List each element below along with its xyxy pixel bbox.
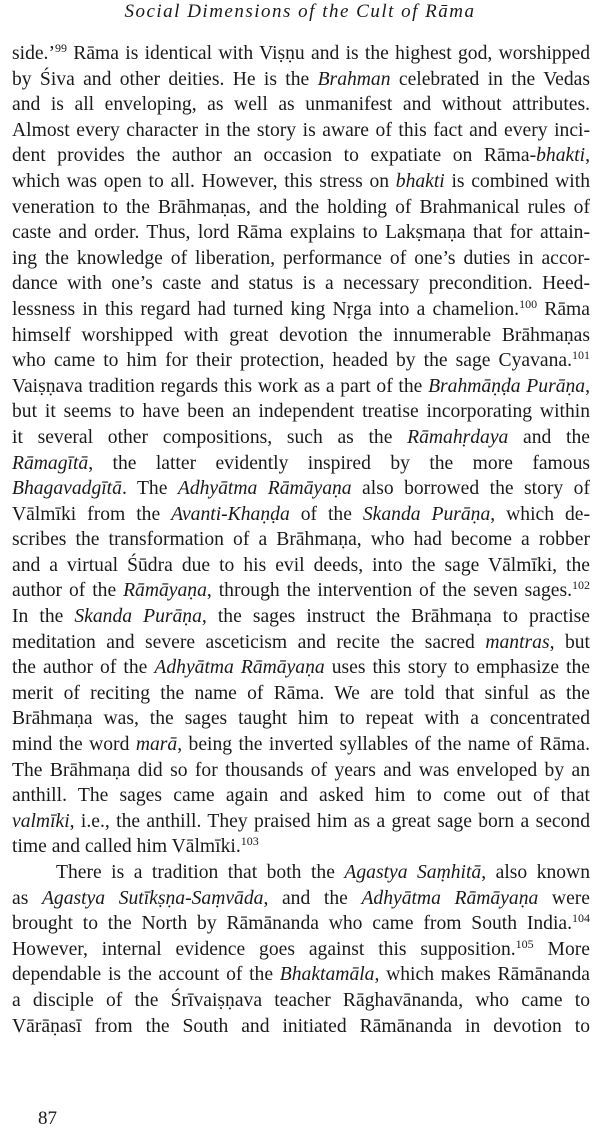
text-line bbox=[12, 962, 590, 988]
text-segment: , bbox=[585, 145, 590, 167]
text-segment: Vālmīki from the bbox=[12, 503, 172, 525]
italic-term: Agastya Saṃhitā bbox=[344, 862, 482, 883]
text-line bbox=[12, 783, 590, 809]
running-header: Social Dimensions of the Cult of Rāma bbox=[124, 1, 476, 22]
text-segment: dent provides the author an occasion to expatiate on Rāma- bbox=[12, 145, 537, 167]
text-line bbox=[12, 553, 590, 579]
text-line bbox=[12, 860, 590, 886]
text-segment: Almost every character in the story is aware of this fact and every inci- bbox=[12, 119, 590, 141]
text-line bbox=[12, 476, 590, 502]
italic-term: bhakti bbox=[536, 145, 586, 167]
text-line bbox=[12, 1014, 590, 1040]
text-segment: In the bbox=[12, 606, 75, 628]
text-line bbox=[12, 758, 590, 784]
text-segment: lessness in this regard had turned king Nṛga into a chamelion. bbox=[12, 298, 520, 320]
text-segment: , also known bbox=[481, 862, 591, 883]
text-line bbox=[12, 834, 590, 860]
text-line bbox=[12, 681, 590, 707]
text-segment: time and called him Vālmīki. bbox=[12, 836, 241, 858]
italic-term: Rāmāyaṇa bbox=[123, 580, 207, 602]
text-line bbox=[12, 706, 590, 732]
text-line bbox=[12, 195, 590, 221]
text-segment: , which de- bbox=[490, 503, 590, 525]
italic-term: Skanda Purāṇa bbox=[362, 503, 491, 525]
text-segment: is combined with bbox=[444, 170, 590, 192]
italic-term: valmīki bbox=[12, 810, 70, 832]
page-number: 87 bbox=[38, 1108, 57, 1129]
text-segment: anthill. The sages came again and asked him to come out of that bbox=[12, 785, 590, 807]
text-segment: and the bbox=[508, 426, 590, 448]
text-segment: . The bbox=[121, 478, 178, 500]
text-segment: veneration to the Brāhmaṇas, and the holding of Brahmanical rules of bbox=[12, 196, 590, 218]
text-line bbox=[12, 604, 590, 630]
text-segment: dance with one’s caste and status is a necessary precondition. Heed- bbox=[12, 273, 590, 295]
text-segment: scribes the transformation of a Brāhmaṇa, who had become a robber bbox=[12, 529, 590, 551]
text-segment: mind the word bbox=[12, 734, 136, 756]
italic-term: Bhaktamāla bbox=[279, 964, 375, 986]
text-segment: author of the bbox=[12, 580, 124, 602]
text-line bbox=[12, 143, 590, 169]
text-line bbox=[12, 41, 590, 67]
text-segment: Vārāṇasī from the South and initiated Rāmānanda in devotion to bbox=[12, 1015, 590, 1037]
text-line bbox=[12, 118, 590, 144]
italic-term: Avanti-Khaṇḍa bbox=[171, 503, 290, 525]
text-line bbox=[12, 399, 590, 425]
italic-term: Rāmagītā bbox=[12, 452, 89, 474]
text-line bbox=[12, 809, 590, 835]
text-segment: but it seems to have been an independent treatise incorporating within bbox=[12, 401, 590, 423]
text-segment: , through the intervention of the seven sages. bbox=[206, 580, 572, 602]
footnote-marker: 101 bbox=[572, 348, 590, 363]
italic-term: Bhagavadgītā bbox=[12, 478, 122, 500]
text-line bbox=[12, 323, 590, 349]
text-segment: , which makes Rāmānanda bbox=[374, 964, 590, 986]
text-line bbox=[12, 348, 590, 374]
text-line bbox=[12, 246, 590, 272]
italic-term: Brahman bbox=[317, 68, 391, 90]
text-line bbox=[12, 732, 590, 758]
text-line bbox=[12, 425, 590, 451]
text-segment: a disciple of the Śrīvaiṣṇava teacher Rāghavānanda, who came to bbox=[12, 989, 590, 1011]
text-line bbox=[12, 67, 590, 93]
text-segment: caste and order. Thus, lord Rāma explains to Lakṣmaṇa that for attain- bbox=[12, 222, 590, 244]
footnote-marker: 104 bbox=[572, 911, 590, 926]
italic-term: Agastya Sutīkṣṇa-Saṃvāda bbox=[41, 887, 264, 909]
text-segment: celebrated in the Vedas bbox=[390, 68, 590, 90]
body-text bbox=[12, 41, 590, 1039]
italic-term: bhakti bbox=[395, 170, 445, 192]
text-segment: , and the bbox=[263, 887, 362, 909]
text-segment: , the latter evidently inspired by the more famous bbox=[88, 452, 590, 474]
text-line bbox=[12, 937, 590, 963]
text-segment: were bbox=[538, 887, 590, 909]
text-segment: Brāhmaṇa was, the sages taught him to repeat with a concentrated bbox=[12, 708, 590, 730]
text-segment: who came to him for their protection, headed by the sage Cyavana. bbox=[12, 350, 572, 372]
text-segment: of the bbox=[289, 503, 363, 525]
italic-term: Brahmāṇḍa Purāṇa bbox=[428, 375, 586, 397]
text-segment: merit of reciting the name of Rāma. We are told that sinful as the bbox=[12, 682, 590, 704]
text-segment: side.’ bbox=[12, 43, 55, 64]
text-segment: Rāma is identical with Viṣṇu and is the highest god, worshipped bbox=[67, 43, 590, 64]
text-line bbox=[12, 527, 590, 553]
text-segment: , i.e., the anthill. They praised him as a great sage born a second bbox=[69, 810, 590, 832]
italic-term: Rāmahṛdaya bbox=[407, 426, 509, 448]
text-segment: as bbox=[12, 887, 42, 909]
text-segment: However, internal evidence goes against this supposition. bbox=[12, 938, 516, 960]
text-segment: , but bbox=[549, 631, 590, 653]
italic-term: mantras bbox=[485, 631, 550, 653]
footnote-marker: 102 bbox=[572, 578, 590, 593]
text-segment: , bbox=[585, 375, 590, 397]
text-line bbox=[12, 502, 590, 528]
text-segment: brought to the North by Rāmānanda who came from South India. bbox=[12, 913, 572, 935]
text-segment: More bbox=[533, 938, 590, 960]
text-segment: the author of the bbox=[12, 657, 155, 679]
text-line bbox=[12, 451, 590, 477]
italic-term: Adhyātma Rāmāyaṇa bbox=[361, 887, 539, 909]
text-segment: Rāma bbox=[537, 298, 590, 320]
text-segment: uses this story to emphasize the bbox=[324, 657, 590, 679]
text-segment: The Brāhmaṇa did so for thousands of years and was enveloped by an bbox=[12, 759, 590, 781]
text-segment: There is a tradition that both the bbox=[56, 862, 345, 883]
italic-term: Adhyātma Rāmāyaṇa bbox=[177, 478, 352, 500]
text-segment: dependable is the account of the bbox=[12, 964, 280, 986]
text-line bbox=[12, 630, 590, 656]
footnote-marker: 105 bbox=[515, 936, 534, 951]
footnote-marker: 100 bbox=[519, 296, 538, 311]
footnote-marker: 103 bbox=[240, 834, 259, 849]
text-segment: meditation and severe asceticism and recite the sacred bbox=[12, 631, 486, 653]
text-segment: it several other compositions, such as the bbox=[12, 426, 408, 448]
text-line bbox=[12, 220, 590, 246]
text-segment: , being the inverted syllables of the name of Rāma. bbox=[177, 734, 590, 756]
text-segment: by Śiva and other deities. He is the bbox=[12, 68, 318, 90]
text-segment: also borrowed the story of bbox=[351, 478, 590, 500]
text-line bbox=[12, 271, 590, 297]
text-segment: and a virtual Śūdra due to his evil deeds, into the sage Vālmīki, the bbox=[12, 554, 590, 576]
text-segment: Vaiṣṇava tradition regards this work as a part of the bbox=[12, 375, 429, 397]
text-line bbox=[12, 655, 590, 681]
text-segment: and is all enveloping, as well as unmanifest and without attributes. bbox=[12, 94, 590, 116]
text-line bbox=[12, 92, 590, 118]
text-line bbox=[12, 886, 590, 912]
footnote-marker: 99 bbox=[55, 41, 67, 55]
italic-term: Skanda Purāṇa bbox=[74, 606, 202, 628]
text-segment: which was open to all. However, this stress on bbox=[12, 170, 396, 192]
text-segment: ing the knowledge of liberation, performance of one’s duties in accor- bbox=[12, 247, 590, 269]
italic-term: marā bbox=[135, 734, 178, 756]
text-line bbox=[12, 374, 590, 400]
text-line bbox=[12, 578, 590, 604]
text-line bbox=[12, 169, 590, 195]
text-line bbox=[12, 911, 590, 937]
text-line bbox=[12, 297, 590, 323]
italic-term: Adhyātma Rāmāyaṇa bbox=[154, 657, 325, 679]
text-segment: , the sages instruct the Brāhmaṇa to practise bbox=[201, 606, 590, 628]
text-segment: himself worshipped with great devotion the innumerable Brāhmaṇas bbox=[12, 324, 590, 346]
text-line bbox=[12, 988, 590, 1014]
